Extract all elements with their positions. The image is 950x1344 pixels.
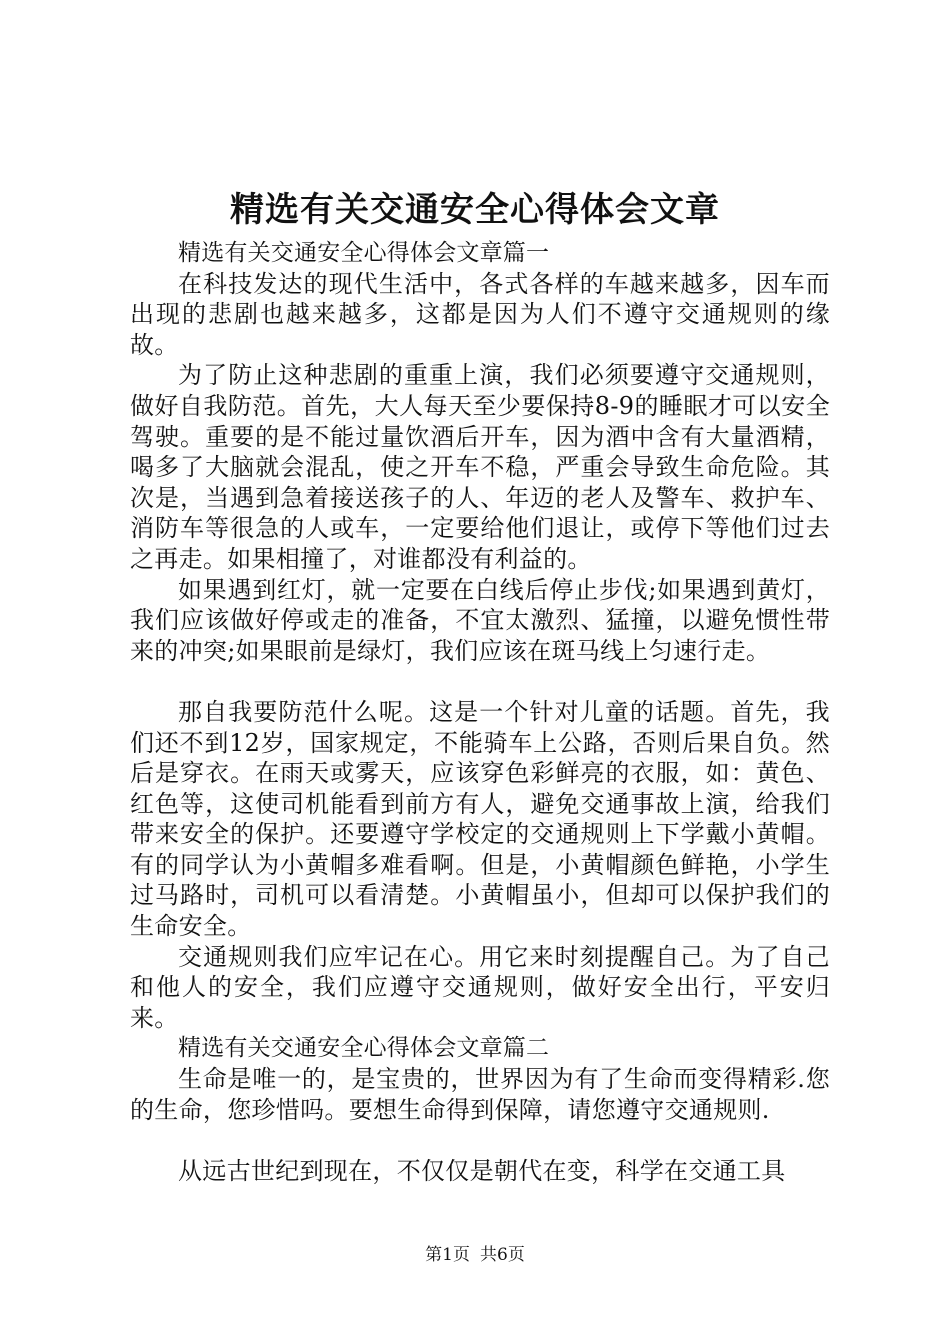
paragraph-3: 如果遇到红灯，就一定要在白线后停止步伐;如果遇到黄灯，我们应该做好停或走的准备，不宜太激烈、猛撞，以避免惯性带来的冲突;如果眼前是绿灯，我们应该在斑马线上匀速行走。: [130, 575, 830, 665]
document-body: [130, 238, 830, 1186]
blank-line: [130, 666, 830, 697]
page-footer: [0, 1243, 950, 1267]
page-total: 共6页: [480, 1245, 525, 1265]
page-number: 第1页: [425, 1245, 470, 1265]
paragraph-1: 在科技发达的现代生活中，各式各样的车越来越多，因车而出现的悲剧也越来越多，这都是因为人们不遵守交通规则的缘故。: [130, 269, 830, 359]
paragraph-2: 为了防止这种悲剧的重重上演，我们必须要遵守交通规则，做好自我防范。首先，大人每天至少要保持8-9的睡眠才可以安全驾驶。重要的是不能过量饮酒后开车，因为酒中含有大量酒精，喝多了大脑就会混乱，使之开车不稳，严重会导致生命危险。其次是，当遇到急着接送孩子的人、年迈的老人及警车、救护车、消防车等很急的人或车，一定要给他们退让，或停下等他们过去之再走。如果相撞了，对谁都没有利益的。: [130, 361, 830, 573]
paragraph-5: 交通规则我们应牢记在心。用它来时刻提醒自己。为了自己和他人的安全，我们应遵守交通规则，做好安全出行，平安归来。: [130, 942, 830, 1032]
section-heading-2: 精选有关交通安全心得体会文章篇二: [178, 1035, 550, 1062]
paragraph-4: 那自我要防范什么呢。这是一个针对儿童的话题。首先，我们还不到12岁，国家规定，不能骑车上公路，否则后果自负。然后是穿衣。在雨天或雾天，应该穿色彩鲜亮的衣服，如：黄色、红色等，这使司机能看到前方有人，避免交通事故上演，给我们带来安全的保护。还要遵守学校定的交通规则上下学戴小黄帽。有的同学认为小黄帽多难看啊。但是，小黄帽颜色鲜艳，小学生过马路时，司机可以看清楚。小黄帽虽小，但却可以保护我们的生命安全。: [130, 697, 830, 941]
section-heading-1: 精选有关交通安全心得体会文章篇一: [178, 240, 550, 266]
blank-line: [130, 1125, 830, 1156]
paragraph-7: 从远古世纪到现在，不仅仅是朝代在变，科学在交通工具: [178, 1156, 786, 1185]
paragraph-6: 生命是唯一的，是宝贵的，世界因为有了生命而变得精彩.您的生命，您珍惜吗。要想生命得到保障，请您遵守交通规则.: [130, 1065, 830, 1124]
document-title: 精选有关交通安全心得体会文章: [230, 190, 720, 230]
